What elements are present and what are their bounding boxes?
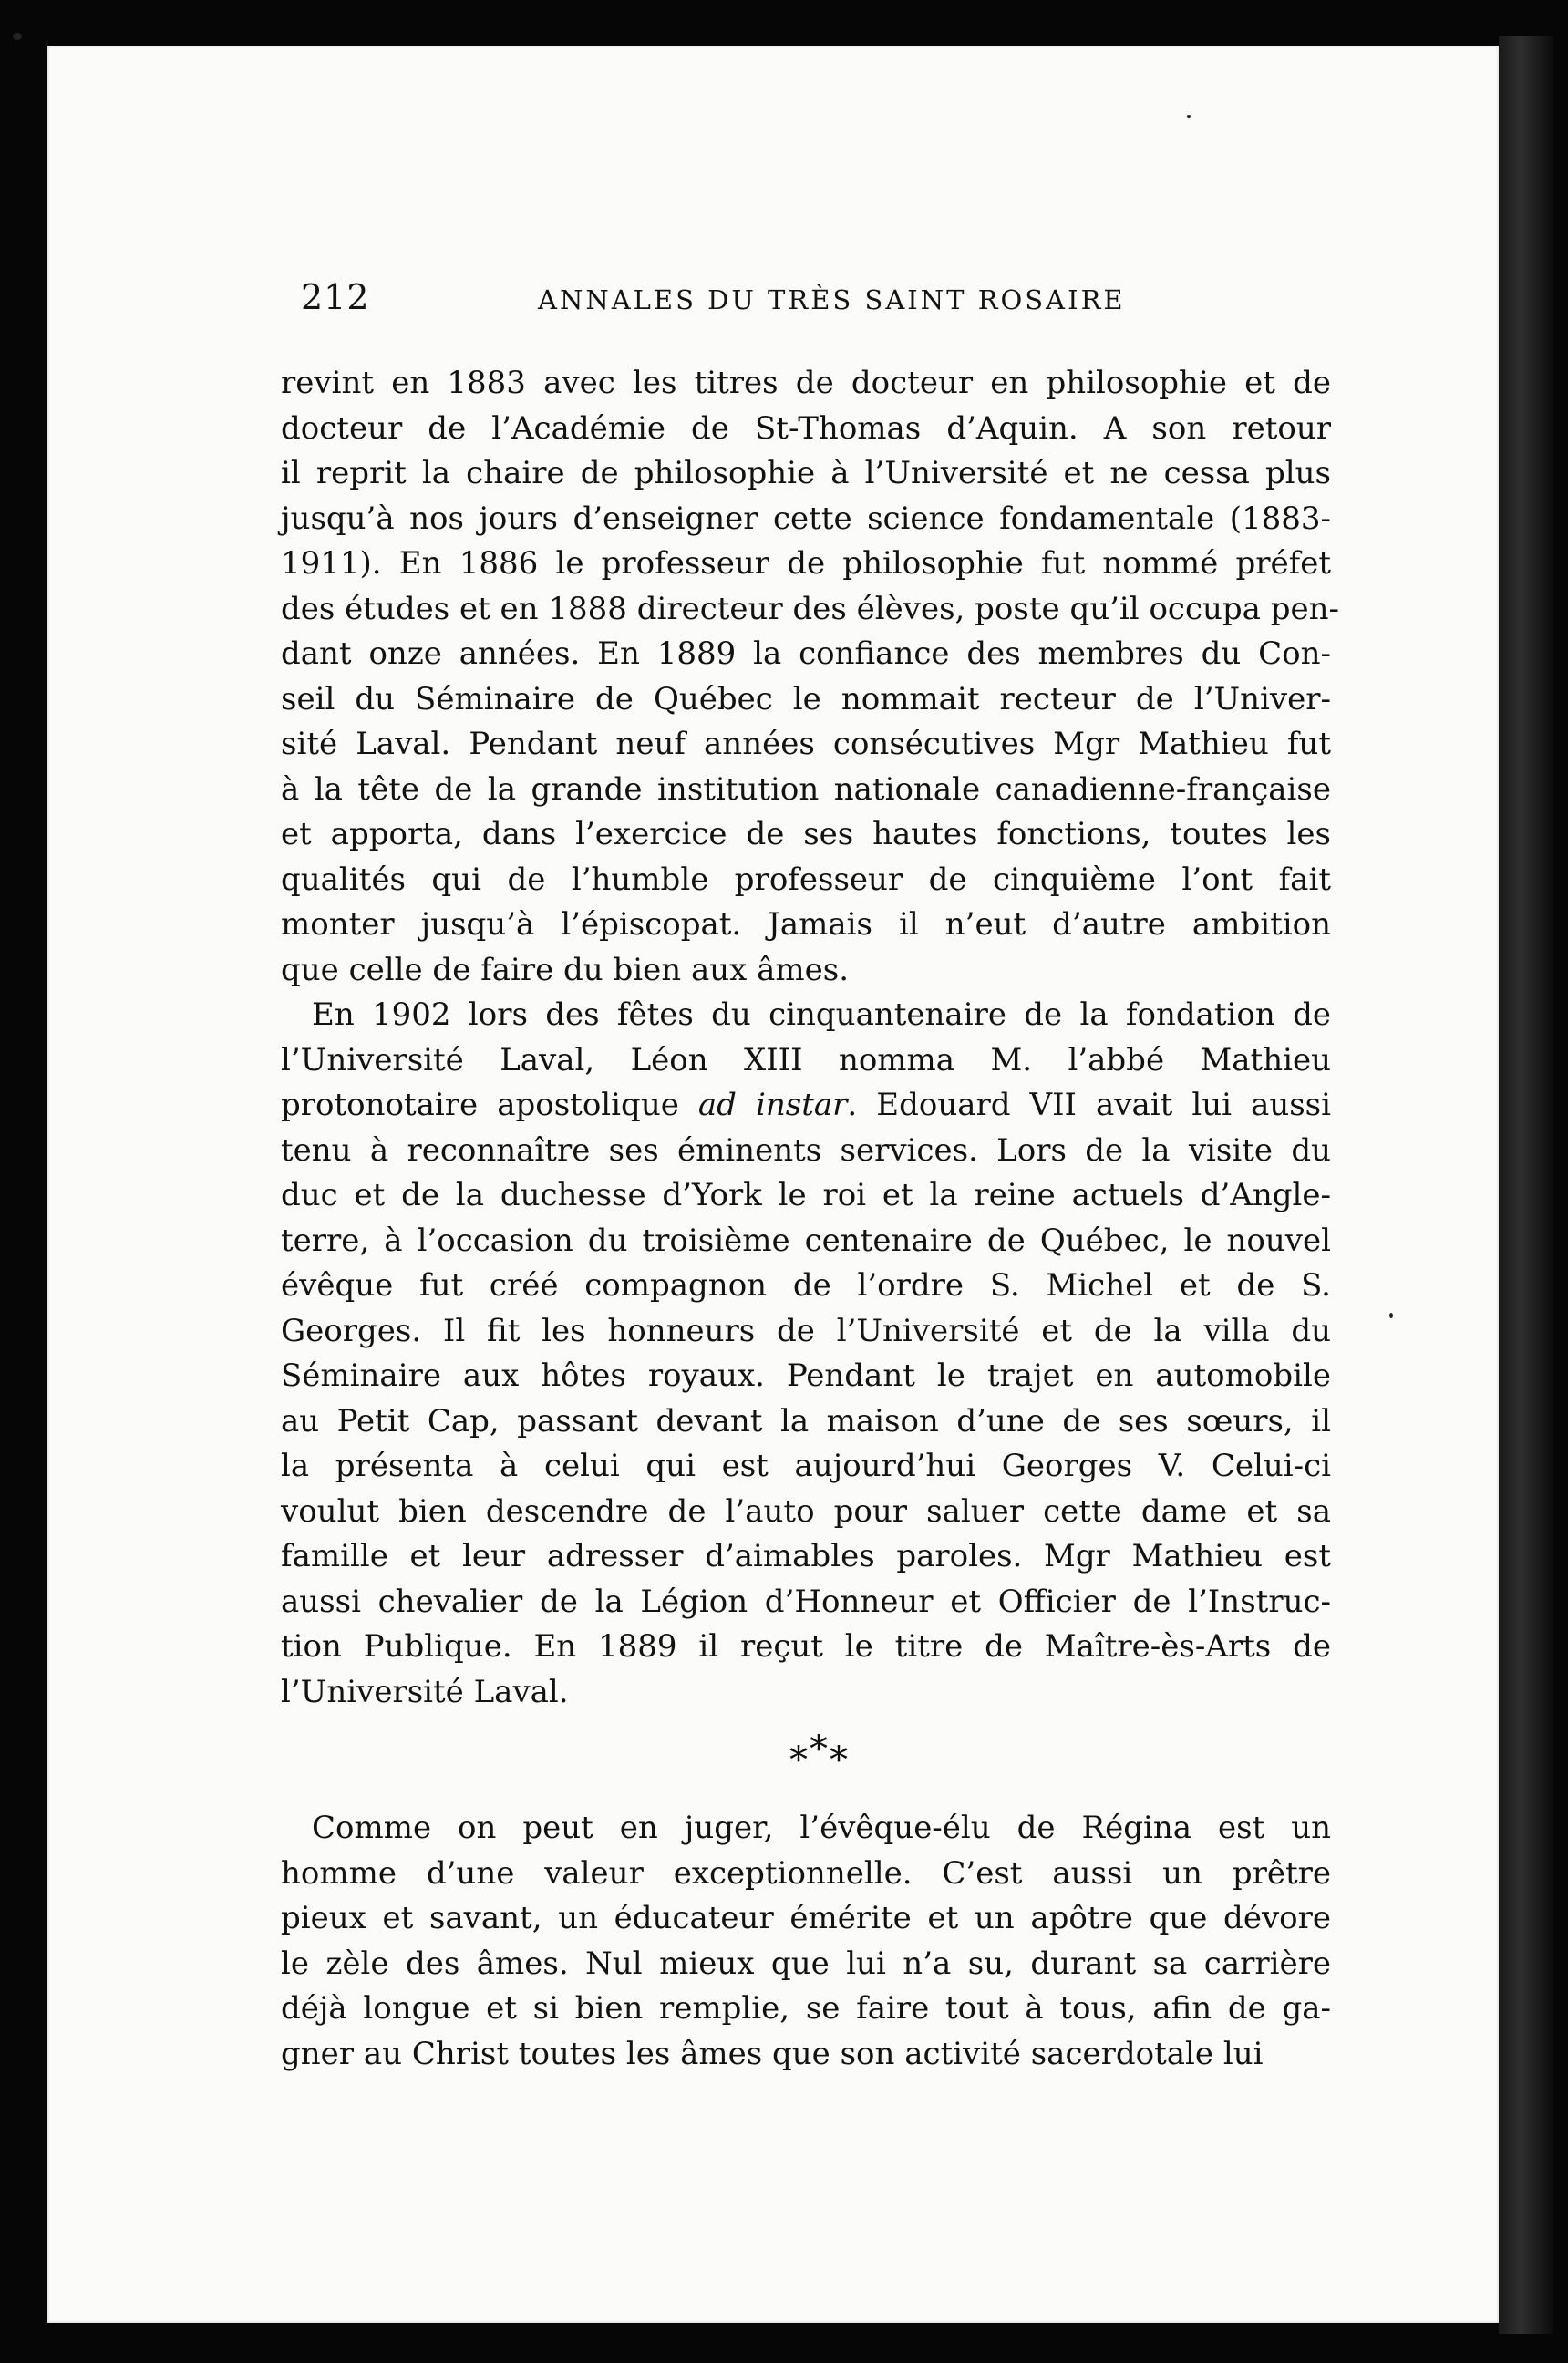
text-line: terre, à l’occasion du troisième centenaire de Québec, le nouvel [281,1222,1331,1259]
paragraph [281,1806,1331,2077]
text-line: revint en 1883 avec les titres de docteur en philosophie et de [281,365,1331,401]
text-line: Séminaire aux hôtes royaux. Pendant le trajet en automobile [281,1357,1331,1394]
text-line: la présenta à celui qui est aujourd’hui Georges V. Celui-ci [281,1448,1331,1484]
running-title: ANNALES DU TRÈS SAINT ROSAIRE [538,284,1126,315]
text-line: voulut bien descendre de l’auto pour saluer cette dame et sa [281,1492,1331,1530]
text-line: l’Université Laval, Léon XIII nomma M. l’abbé Mathieu [281,1041,1331,1078]
text-line: sité Laval. Pendant neuf années consécutives Mgr Mathieu fut [281,726,1331,762]
text-line: homme d’une valeur exceptionnelle. C’est aussi un prêtre [281,1854,1331,1892]
scan-speck [1187,115,1191,118]
text-line: pieux et savant, un éducateur émérite et un apôtre que dévore [281,1900,1331,1936]
scan-speck [13,33,22,40]
text-line: famille et leur adresser d’aimables paroles. Mgr Mathieu est [281,1538,1331,1574]
text-line: qualités qui de l’humble professeur de cinquième l’ont fait [281,861,1331,898]
text-line: dant onze années. En 1889 la confiance des membres du Con- [281,635,1331,672]
ornament-star: * [789,1739,810,1781]
ornament-star: * [810,1728,830,1770]
text-line: au Petit Cap, passant devant la maison d’une de ses sœurs, il [281,1402,1331,1439]
text-line: 1911). En 1886 le professeur de philosophie fut nommé préfet [281,545,1331,582]
text-line: déjà longue et si bien remplie, se faire tout à tous, afin de ga- [281,1990,1331,2027]
text-line: que celle de faire du bien aux âmes. [281,951,850,988]
text-line: monter jusqu’à l’épiscopat. Jamais il n’eut d’autre ambition [281,906,1331,943]
text-line: et apporta, dans l’exercice de ses hautes fonctions, toutes les [281,816,1331,852]
text-line: des études et en 1888 directeur des élèves, poste qu’il occupa pen- [281,590,1340,627]
text-line: protonotaire apostolique ad instar. Edouard VII avait lui aussi [281,1087,1332,1123]
text-line: gner au Christ toutes les âmes que son activité sacerdotale lui [281,2035,1264,2072]
text-line: tion Publique. En 1889 il reçut le titre de Maître-ès-Arts de [281,1628,1331,1665]
text-line: En 1902 lors des fêtes du cinquantenaire de la fondation de [312,996,1331,1033]
page-number: 212 [301,277,370,317]
body-text [281,361,1340,2077]
italic-phrase: ad instar [697,1087,848,1123]
running-head [301,273,1331,328]
text-line: à la tête de la grande institution nationale canadienne-française [281,770,1331,808]
text-line: jusqu’à nos jours d’enseigner cette science fondamentale (1883- [281,500,1331,537]
book-gutter [1499,36,1553,2334]
text-line: aussi chevalier de la Légion d’Honneur et Officier de l’Instruc- [281,1583,1331,1620]
text-line: seil du Séminaire de Québec le nommait recteur de l’Univer- [281,680,1331,717]
text-line: Comme on peut en juger, l’évêque-élu de Régina est un [312,1810,1331,1846]
scan-speck [1389,1313,1393,1318]
text-line: tenu à reconnaître ses éminents services. Lors de la visite du [281,1131,1331,1169]
text-line: duc et de la duchesse d’York le roi et la reine actuels d’Angle- [281,1177,1331,1213]
text-line: l’Université Laval. [281,1673,569,1710]
text-line: Georges. Il fit les honneurs de l’Université et de la villa du [281,1312,1331,1349]
text-line: docteur de l’Académie de St-Thomas d’Aquin. A son retour [281,409,1331,447]
text-line: il reprit la chaire de philosophie à l’Université et ne cessa plus [281,455,1331,491]
paragraph [281,993,1331,1715]
section-ornament [281,1715,1331,1806]
text-line: évêque fut créé compagnon de l’ordre S. Michel et de S. [281,1267,1331,1304]
text-line: le zèle des âmes. Nul mieux que lui n’a su, durant sa carrière [281,1945,1331,1982]
ornament-star: * [830,1739,850,1781]
paragraph [281,361,1340,993]
